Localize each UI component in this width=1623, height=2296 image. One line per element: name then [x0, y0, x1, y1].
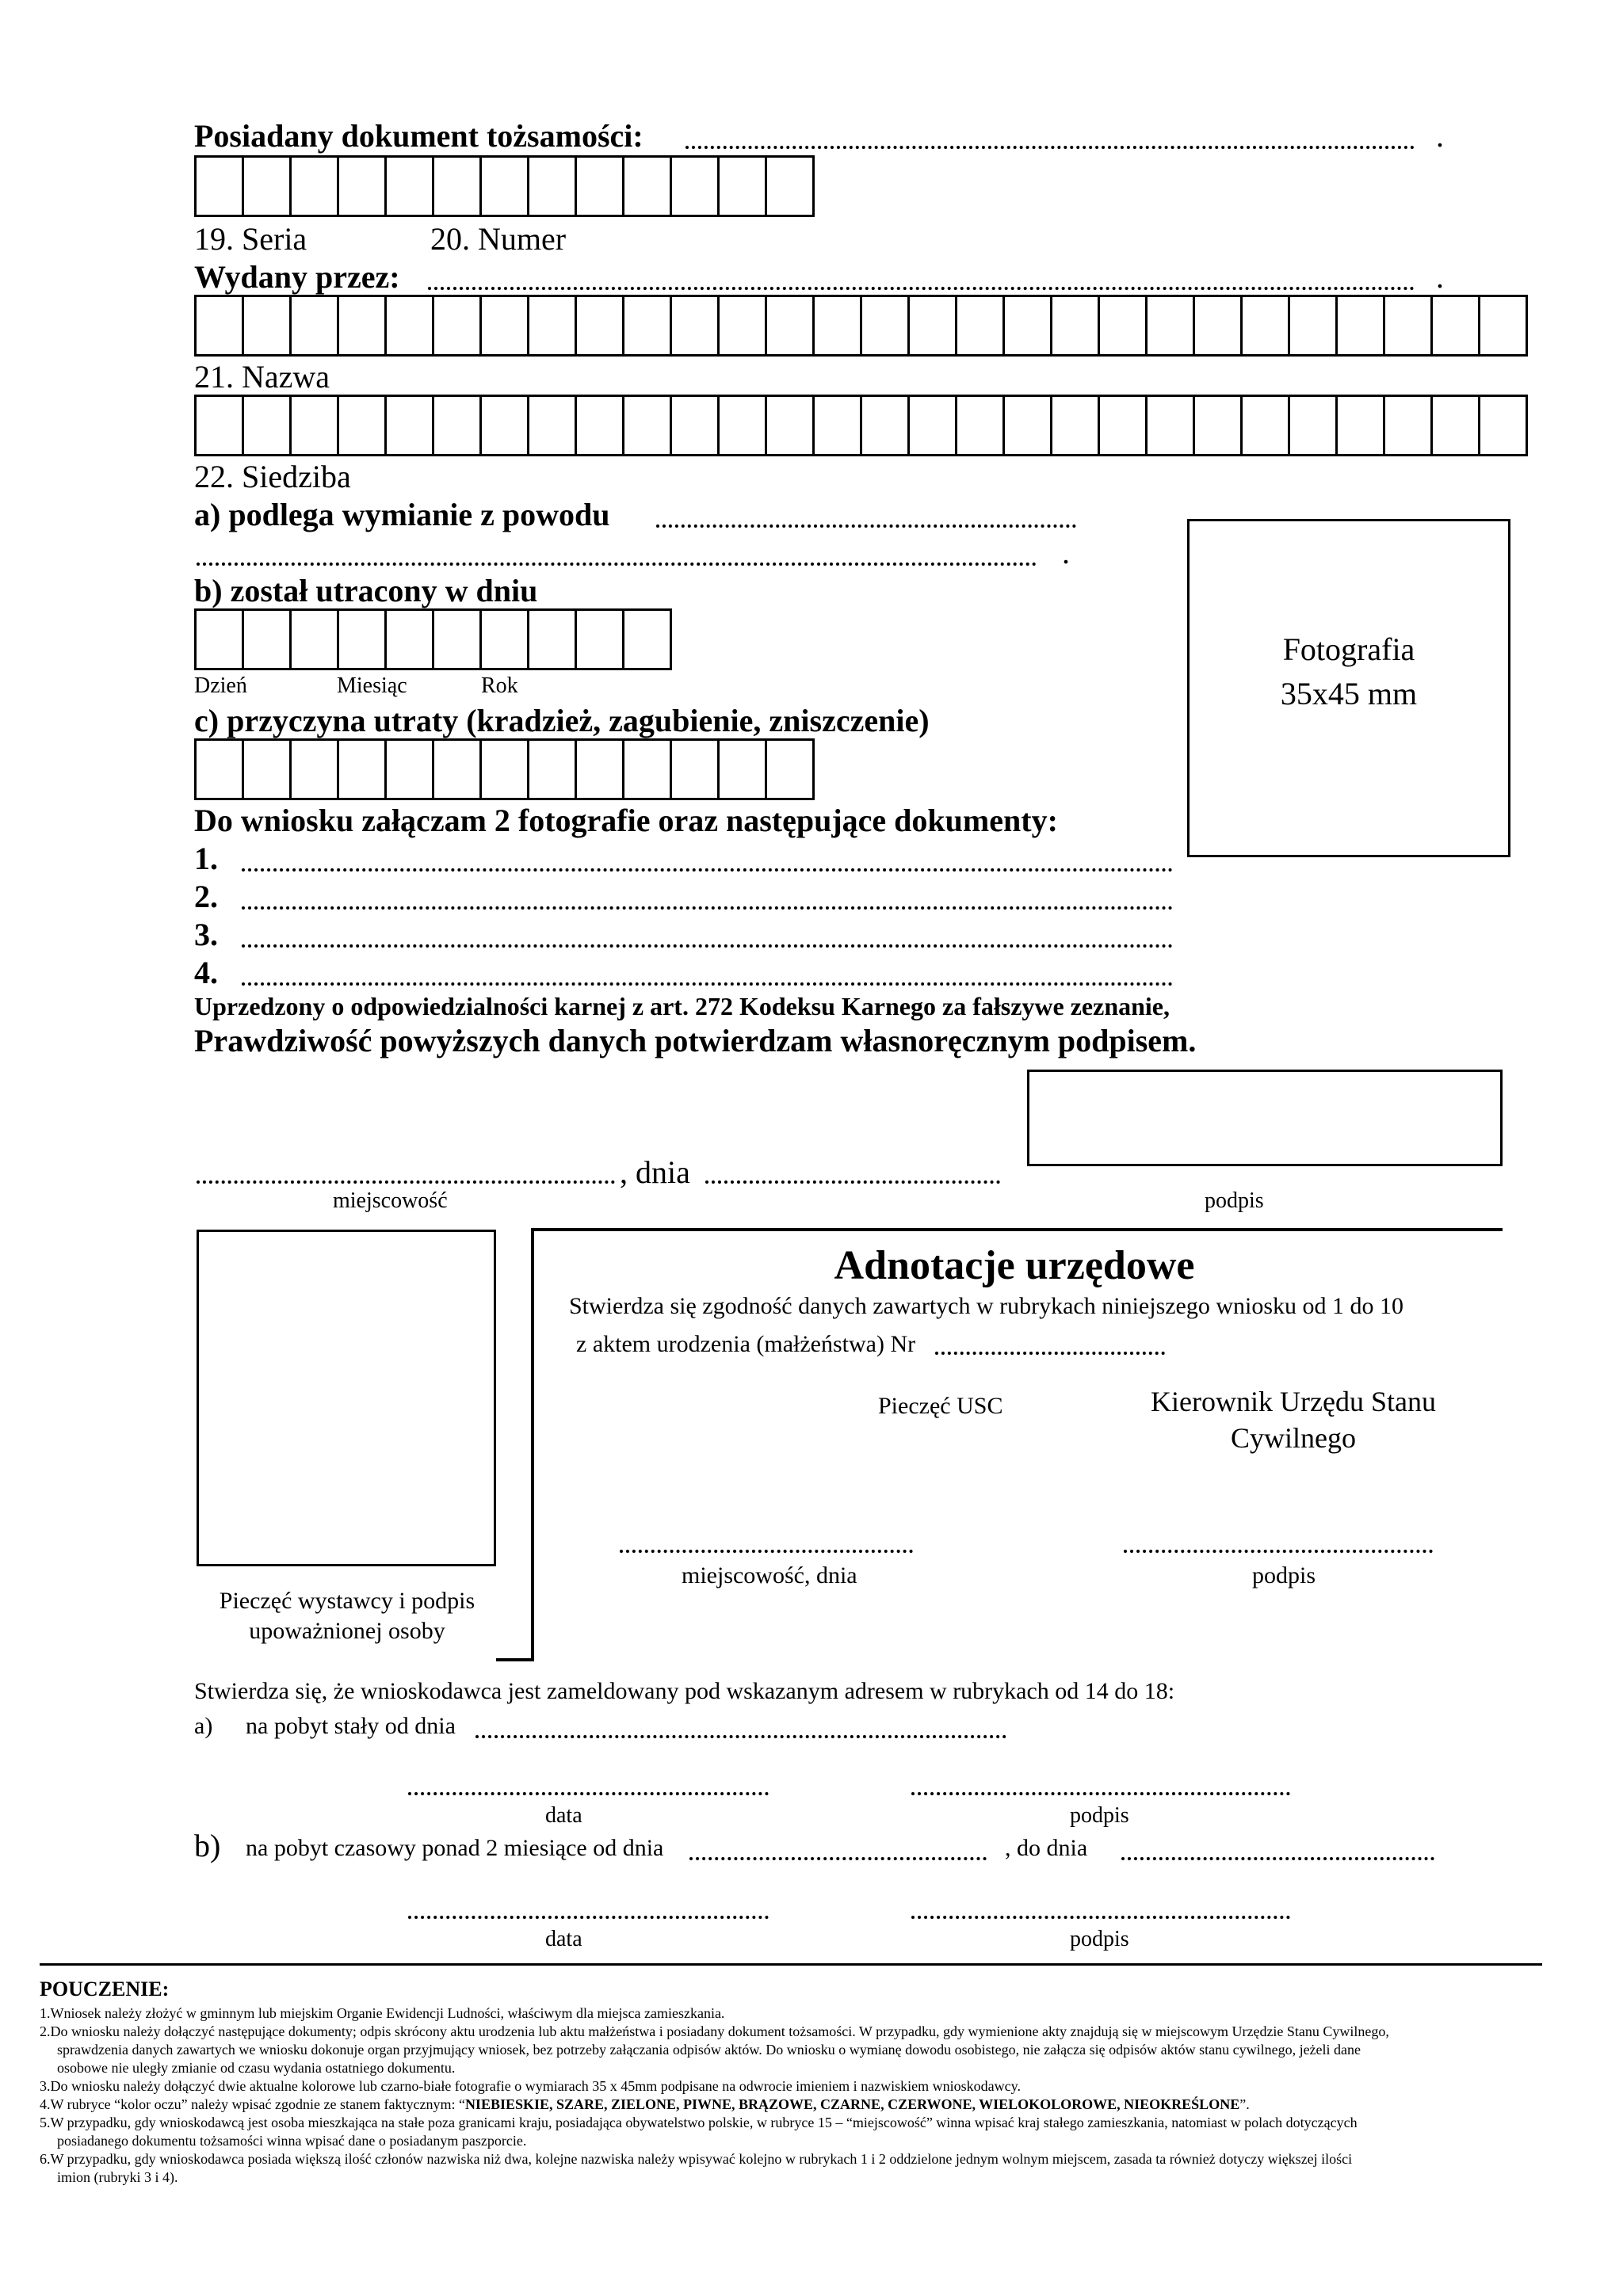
grid-cell[interactable] — [767, 395, 815, 456]
attachment-4-number: 4. — [194, 955, 218, 990]
instruction-4-pre: 4.W rubryce “kolor oczu” należy wpisać zgodnie ze stanem faktycznym: “ — [40, 2096, 465, 2112]
lost-date-grid[interactable] — [194, 608, 672, 670]
date-prefix-label: , dnia — [620, 1154, 690, 1190]
confirmation-text: Prawdziwość powyższych danych potwierdzam własnoręcznym podpisem. — [194, 1023, 1197, 1058]
grid-cell[interactable] — [624, 738, 672, 800]
place-field[interactable] — [197, 1180, 615, 1184]
day-label: Dzień — [194, 673, 247, 698]
grid-cell[interactable] — [624, 295, 672, 357]
grid-cell[interactable] — [339, 608, 387, 670]
grid-cell[interactable] — [244, 295, 292, 357]
grid-cell[interactable] — [1338, 295, 1385, 357]
grid-cell[interactable] — [672, 395, 720, 456]
issuer-stamp-box[interactable] — [197, 1230, 496, 1566]
stamp-caption-line1: Pieczęć wystawcy i podpis — [219, 1588, 475, 1614]
grid-cell[interactable] — [767, 738, 815, 800]
grid-cell[interactable] — [482, 155, 529, 217]
issuer-seat-grid[interactable] — [194, 395, 1528, 456]
instruction-2-cont-2: osobowe nie uległy zmianie od czasu wydania ostatniego dokumentu. — [57, 2060, 456, 2076]
grid-cell[interactable] — [1480, 295, 1528, 357]
grid-cell[interactable] — [957, 295, 1005, 357]
grid-cell[interactable] — [577, 155, 624, 217]
grid-cell[interactable] — [815, 295, 862, 357]
grid-cell[interactable] — [197, 295, 244, 357]
grid-cell[interactable] — [1195, 395, 1243, 456]
loss-cause-label: c) przyczyna utraty (kradzież, zagubienie, zniszczenie) — [194, 703, 930, 738]
grid-cell[interactable] — [1243, 395, 1290, 456]
permanent-date-label: data — [545, 1803, 582, 1828]
grid-cell[interactable] — [1433, 295, 1480, 357]
annotations-top-border — [531, 1228, 1503, 1231]
annotations-text-1: Stwierdza się zgodność danych zawartych w rubrykach niniejszego wniosku od 1 do 10 — [569, 1293, 1404, 1319]
grid-cell[interactable] — [197, 395, 244, 456]
grid-cell[interactable] — [1100, 295, 1148, 357]
temporary-until-label: , do dnia — [1005, 1835, 1088, 1861]
grid-cell[interactable] — [197, 155, 244, 217]
temporary-stay-until-field[interactable] — [1121, 1857, 1434, 1860]
attachment-2-number: 2. — [194, 879, 218, 914]
grid-cell[interactable] — [292, 608, 339, 670]
annotations-bottom-tick — [496, 1658, 534, 1661]
temporary-date-label: data — [545, 1927, 582, 1951]
grid-cell[interactable] — [862, 295, 910, 357]
grid-cell[interactable] — [387, 395, 434, 456]
grid-cell[interactable] — [434, 295, 482, 357]
instruction-6-cont: imion (rubryki 3 i 4). — [57, 2169, 178, 2185]
attachments-title: Do wniosku załączam 2 fotografie oraz następujące dokumenty: — [194, 803, 1058, 838]
field-end-dot: . — [1436, 118, 1444, 154]
signature-box[interactable] — [1027, 1070, 1503, 1166]
series-number-grid[interactable] — [194, 155, 815, 217]
grid-cell[interactable] — [862, 395, 910, 456]
permanent-stay-label: na pobyt stały od dnia — [246, 1713, 456, 1739]
grid-cell[interactable] — [672, 738, 720, 800]
replacement-reason-field[interactable] — [656, 524, 1076, 528]
grid-cell[interactable] — [1100, 395, 1148, 456]
signature-label: podpis — [1205, 1188, 1264, 1213]
grid-cell[interactable] — [720, 738, 767, 800]
grid-cell[interactable] — [767, 155, 815, 217]
grid-cell[interactable] — [1005, 395, 1052, 456]
instruction-6: 6.W przypadku, gdy wnioskodawca posiada większą ilość członów nazwiska niż dwa, kolejne nazwiska należy wpisywać kolejno w rubrykach 1 i 2 oddzielone jednym wolnym miejscem, zasada ta również dotyczy większej ilości — [40, 2151, 1353, 2167]
grid-cell[interactable] — [529, 295, 577, 357]
annotations-title: Adnotacje urzędowe — [834, 1243, 1195, 1288]
instruction-4-post: ”. — [1239, 2096, 1250, 2112]
grid-cell[interactable] — [577, 738, 624, 800]
attachment-1-field[interactable] — [242, 868, 1173, 871]
attachment-4-field[interactable] — [242, 982, 1173, 986]
series-label: 19. Seria — [194, 221, 307, 257]
grid-cell[interactable] — [815, 395, 862, 456]
permanent-stay-letter: a) — [194, 1713, 213, 1739]
place-label: miejscowość — [333, 1188, 448, 1213]
instruction-1: 1.Wniosek należy złożyć w gminnym lub miejskim Organie Ewidencji Ludności, właściwym dla miejsca zamieszkania. — [40, 2005, 725, 2021]
grid-cell[interactable] — [387, 295, 434, 357]
temporary-signature-label: podpis — [1070, 1927, 1129, 1951]
grid-cell[interactable] — [577, 608, 624, 670]
permanent-signature-field[interactable] — [911, 1792, 1290, 1795]
seat-label: 22. Siedziba — [194, 459, 351, 494]
grid-cell[interactable] — [482, 608, 529, 670]
grid-cell[interactable] — [1290, 295, 1338, 357]
grid-cell[interactable] — [1005, 295, 1052, 357]
issued-by-label: Wydany przez: — [194, 259, 400, 295]
grid-cell[interactable] — [1148, 295, 1195, 357]
grid-cell[interactable] — [767, 295, 815, 357]
annotation-signature-field[interactable] — [1124, 1550, 1433, 1553]
grid-cell[interactable] — [577, 395, 624, 456]
attachment-1-number: 1. — [194, 841, 218, 876]
grid-cell[interactable] — [339, 738, 387, 800]
grid-cell[interactable] — [910, 295, 957, 357]
temporary-signature-field[interactable] — [911, 1916, 1290, 1919]
instruction-3: 3.Do wniosku należy dołączyć dwie aktualne kolorowe lub czarno-białe fotografie o wymiarach 35 x 45mm podpisane na odwrocie imieniem i nazwiskiem wnioskodawcy. — [40, 2078, 1021, 2094]
replacement-reason-label: a) podlega wymianie z powodu — [194, 497, 610, 532]
temporary-date-field[interactable] — [408, 1916, 769, 1919]
grid-cell[interactable] — [910, 395, 957, 456]
replacement-reason-field-2[interactable] — [197, 563, 1037, 566]
registration-intro: Stwierdza się, że wnioskodawca jest zameldowany pod wskazanym adresem w rubrykach od 14 do 18: — [194, 1678, 1175, 1704]
attachment-3-field[interactable] — [242, 944, 1173, 948]
grid-cell[interactable] — [482, 395, 529, 456]
identity-document-label: Posiadany dokument tożsamości: — [194, 118, 643, 154]
grid-cell[interactable] — [624, 395, 672, 456]
grid-cell[interactable] — [292, 395, 339, 456]
grid-cell[interactable] — [1052, 395, 1100, 456]
grid-cell[interactable] — [387, 738, 434, 800]
grid-cell[interactable] — [292, 738, 339, 800]
grid-cell[interactable] — [624, 608, 672, 670]
grid-cell[interactable] — [1052, 295, 1100, 357]
grid-cell[interactable] — [529, 395, 577, 456]
grid-cell[interactable] — [339, 295, 387, 357]
grid-cell[interactable] — [292, 295, 339, 357]
place-date-label: miejscowość, dnia — [682, 1562, 857, 1589]
grid-cell[interactable] — [720, 395, 767, 456]
grid-cell[interactable] — [339, 155, 387, 217]
grid-cell[interactable] — [197, 608, 244, 670]
attachment-3-number: 3. — [194, 917, 218, 952]
annotations-left-border — [531, 1228, 534, 1660]
instructions-title: POUCZENIE: — [40, 1978, 170, 2000]
grid-cell[interactable] — [1338, 395, 1385, 456]
issued-by-field[interactable] — [428, 287, 1415, 290]
grid-cell[interactable] — [339, 395, 387, 456]
instructions-body — [40, 2004, 1601, 2187]
grid-cell[interactable] — [624, 155, 672, 217]
registrar-signature-label: podpis — [1252, 1562, 1316, 1589]
grid-cell[interactable] — [482, 738, 529, 800]
usc-stamp-label: Pieczęć USC — [878, 1393, 1003, 1419]
instruction-5-cont: posiadanego dokumentu tożsamości winna wpisać dane o posiadanym paszporcie. — [57, 2133, 527, 2149]
grid-cell[interactable] — [672, 155, 720, 217]
grid-cell[interactable] — [1290, 395, 1338, 456]
grid-cell[interactable] — [434, 395, 482, 456]
grid-cell[interactable] — [720, 295, 767, 357]
registrar-label-line2: Cywilnego — [1231, 1422, 1356, 1454]
grid-cell[interactable] — [244, 155, 292, 217]
grid-cell[interactable] — [1385, 395, 1433, 456]
grid-cell[interactable] — [244, 738, 292, 800]
grid-cell[interactable] — [387, 608, 434, 670]
permanent-signature-label: podpis — [1070, 1803, 1129, 1828]
temporary-stay-label: na pobyt czasowy ponad 2 miesiące od dnia — [246, 1835, 664, 1861]
attachment-2-field[interactable] — [242, 906, 1173, 910]
grid-cell[interactable] — [434, 738, 482, 800]
loss-cause-grid[interactable] — [194, 738, 815, 800]
date-field[interactable] — [705, 1180, 1000, 1184]
number-label: 20. Numer — [430, 221, 567, 257]
year-label: Rok — [481, 673, 518, 698]
issuer-name-grid[interactable] — [194, 295, 1528, 357]
grid-cell[interactable] — [1385, 295, 1433, 357]
stamp-caption-line2: upoważnionej osoby — [249, 1618, 445, 1644]
grid-cell[interactable] — [1433, 395, 1480, 456]
instruction-5: 5.W przypadku, gdy wnioskodawcą jest osoba mieszkająca na stałe poza granicami kraju, posiadająca obywatelstwo polskie, w rubryce 15 – “miejscowość” winna wpisać kraj stałego zamieszkania, natomiast w polach dotyczących — [40, 2115, 1358, 2130]
lost-date-label: b) został utracony w dniu — [194, 573, 538, 608]
permanent-date-field[interactable] — [408, 1792, 769, 1795]
grid-cell[interactable] — [434, 155, 482, 217]
temporary-stay-letter: b) — [194, 1828, 221, 1863]
permanent-stay-date-field[interactable] — [475, 1735, 1006, 1738]
grid-cell[interactable] — [720, 155, 767, 217]
temporary-stay-from-field[interactable] — [689, 1857, 987, 1860]
identity-document-field[interactable] — [685, 146, 1415, 149]
annotations-text-2: z aktem urodzenia (małżeństwa) Nr — [576, 1331, 916, 1357]
grid-cell[interactable] — [434, 608, 482, 670]
grid-cell[interactable] — [482, 295, 529, 357]
instructions-divider — [40, 1963, 1542, 1966]
birth-certificate-number-field[interactable] — [935, 1352, 1165, 1355]
grid-cell[interactable] — [387, 155, 434, 217]
field-end-dot: . — [1436, 259, 1444, 295]
instruction-2-cont: sprawdzenia danych zawartych we wniosku dokonuje organ przyjmujący wniosek, bez potrzeby załączania odpisów aktów. Do wniosku o wymianę dowodu osobistego, nie załącza się odpisów aktów stanu cywilnego, jeżeli dane — [57, 2042, 1361, 2058]
grid-cell[interactable] — [957, 395, 1005, 456]
grid-cell[interactable] — [1195, 295, 1243, 357]
grid-cell[interactable] — [529, 155, 577, 217]
instruction-4 — [40, 2096, 1601, 2114]
photo-box[interactable] — [1187, 519, 1510, 857]
month-label: Miesiąc — [337, 673, 407, 698]
grid-cell[interactable] — [244, 608, 292, 670]
photo-label: Fotografia — [1282, 631, 1415, 667]
instruction-2: 2.Do wniosku należy dołączyć następujące dokumenty; odpis skrócony aktu urodzenia lub aktu małżeństwa i posiadany dokument tożsamości. W przypadku, gdy wymienione akty znajdują się w miejscowym Urzędzie Stanu Cywilnego, — [40, 2023, 1389, 2039]
grid-cell[interactable] — [197, 738, 244, 800]
name-label: 21. Nazwa — [194, 359, 330, 395]
grid-cell[interactable] — [292, 155, 339, 217]
grid-cell[interactable] — [529, 608, 577, 670]
field-end-dot: . — [1062, 535, 1070, 570]
annotation-place-date-field[interactable] — [620, 1550, 913, 1553]
grid-cell[interactable] — [672, 295, 720, 357]
grid-cell[interactable] — [1243, 295, 1290, 357]
grid-cell[interactable] — [577, 295, 624, 357]
grid-cell[interactable] — [529, 738, 577, 800]
liability-warning: Uprzedzony o odpowiedzialności karnej z art. 272 Kodeksu Karnego za fałszywe zeznanie, — [194, 992, 1170, 1020]
grid-cell[interactable] — [1480, 395, 1528, 456]
grid-cell[interactable] — [1148, 395, 1195, 456]
grid-cell[interactable] — [244, 395, 292, 456]
photo-size-label: 35x45 mm — [1280, 676, 1418, 711]
registrar-label-line1: Kierownik Urzędu Stanu — [1151, 1386, 1436, 1417]
eye-color-options: NIEBIESKIE, SZARE, ZIELONE, PIWNE, BRĄZOWE, CZARNE, CZERWONE, WIELOKOLOROWE, NIEOKREŚLONE — [464, 2096, 1240, 2112]
